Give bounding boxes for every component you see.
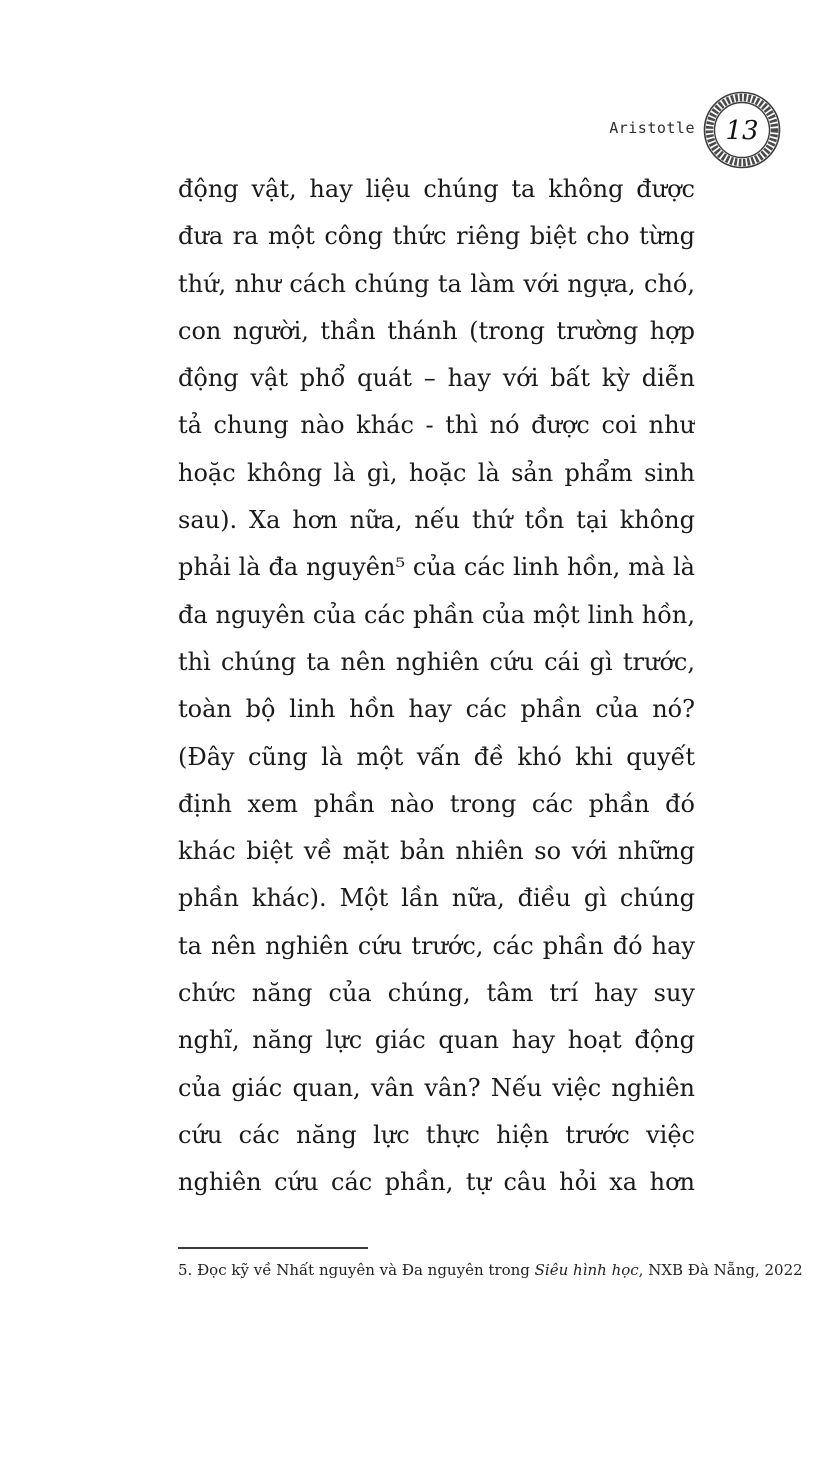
body-line: thì chúng ta nên nghiên cứu cái gì trước, (178, 647, 695, 676)
running-head-author: Aristotle (609, 119, 695, 137)
footnote-book-title: Siêu hình học (534, 1261, 639, 1279)
body-line: phần khác). Một lần nữa, điều gì chúng (178, 884, 695, 913)
body-line: thứ, như cách chúng ta làm với ngựa, chó, (178, 269, 695, 298)
body-line: (Đây cũng là một vấn đề khó khi quyết (178, 742, 695, 771)
body-line: đưa ra một công thức riêng biệt cho từng (178, 222, 695, 251)
footnote-separator (178, 1247, 368, 1249)
body-line: ta nên nghiên cứu trước, các phần đó hay (178, 931, 695, 960)
body-line: động vật, hay liệu chúng ta không được (178, 175, 695, 203)
body-line: khác biệt về mặt bản nhiên so với những (178, 837, 695, 866)
body-line: đa nguyên của các phần của một linh hồn, (178, 600, 695, 629)
body-line: của giác quan, vân vân? Nếu việc nghiên (178, 1073, 695, 1102)
body-line: định xem phần nào trong các phần đó (178, 789, 695, 818)
body-line: hoặc không là gì, hoặc là sản phẩm sinh (178, 458, 695, 487)
footnote-text-prefix: 5. Đọc kỹ về Nhất nguyên và Đa nguyên trong (178, 1261, 535, 1279)
body-line: toàn bộ linh hồn hay các phần của nó? (178, 695, 695, 724)
page-number: 13 (725, 116, 759, 146)
body-text-block (178, 166, 695, 1207)
page-number-ornament (702, 90, 782, 170)
body-line: cứu các năng lực thực hiện trước việc (178, 1120, 695, 1149)
body-line: con người, thần thánh (trong trường hợp (178, 316, 695, 345)
body-line: sau). Xa hơn nữa, nếu thứ tồn tại không (178, 506, 695, 535)
body-line: phải là đa nguyên⁵ của các linh hồn, mà là (178, 553, 695, 582)
body-line: nghiên cứu các phần, tự câu hỏi xa hơn (178, 1168, 695, 1197)
body-line: nghĩ, năng lực giác quan hay hoạt động (178, 1026, 695, 1055)
body-line: động vật phổ quát – hay với bất kỳ diễn (178, 364, 695, 393)
body-line: tả chung nào khác - thì nó được coi như (178, 411, 695, 440)
footnote (178, 1257, 818, 1283)
body-line: chức năng của chúng, tâm trí hay suy (178, 979, 695, 1008)
footnote-text-suffix: , NXB Đà Nẵng, 2022 (638, 1261, 803, 1279)
